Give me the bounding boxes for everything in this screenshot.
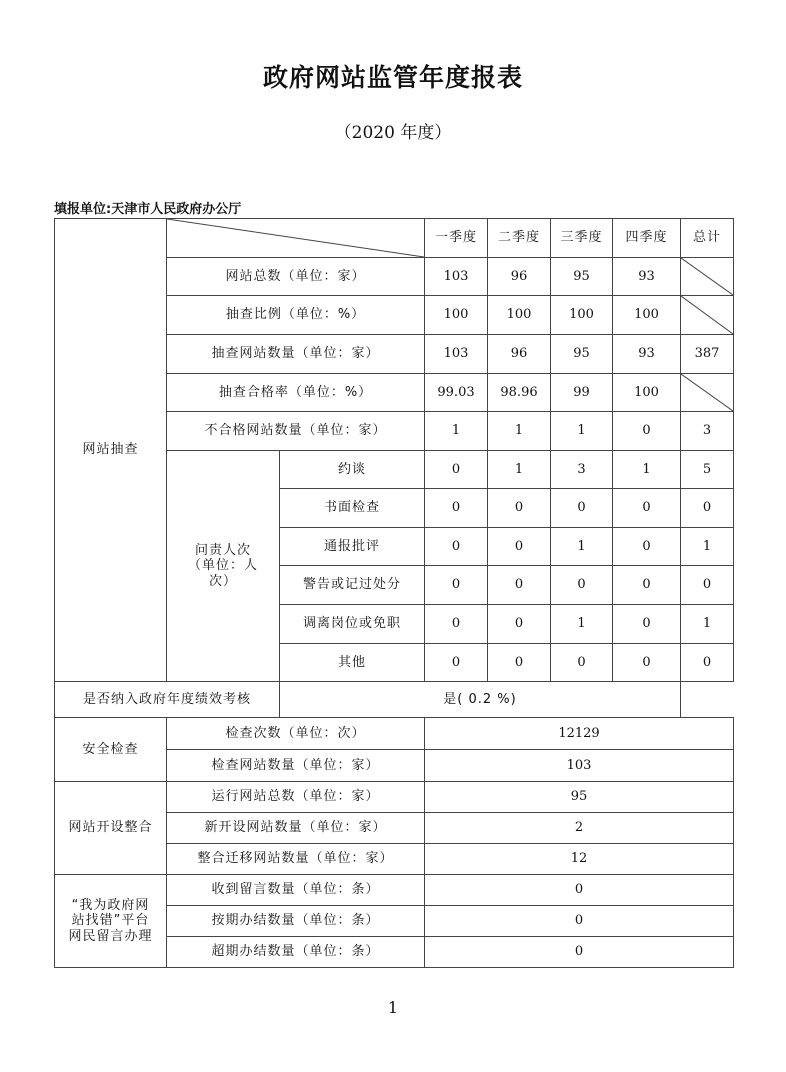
value-q2: 0 [488, 566, 551, 605]
accountability-label-line: 问责人次 [194, 542, 251, 558]
section-consolidation: 网站开设整合 [55, 782, 167, 875]
value-q3: 99 [551, 374, 613, 412]
row-value: 12129 [425, 718, 734, 750]
row-label: 运行网站总数（单位：家） [167, 782, 425, 813]
value-total: 0 [681, 644, 734, 682]
value-q2: 100 [488, 296, 551, 335]
column-header: 三季度 [551, 219, 613, 258]
section-label-line: 网民留言办理 [68, 928, 153, 944]
value-q1: 100 [425, 296, 488, 335]
value-q4: 0 [613, 605, 681, 644]
row-label: 整合迁移网站数量（单位：家） [167, 844, 425, 875]
row-label: 收到留言数量（单位：条） [167, 875, 425, 906]
value-q4: 0 [613, 566, 681, 605]
header-corner-cell [167, 219, 425, 258]
value-q2: 0 [488, 605, 551, 644]
value-q4: 0 [613, 528, 681, 566]
row-label: 抽查比例（单位：%） [167, 296, 425, 335]
section-label-line: “我为政府网 [71, 897, 150, 913]
value-q2: 0 [488, 489, 551, 528]
value-q1: 0 [425, 528, 488, 566]
value-total: 3 [681, 412, 734, 451]
row-value: 12 [425, 844, 734, 875]
row-label: 检查网站数量（单位：家） [167, 750, 425, 782]
row-label: 不合格网站数量（单位：家） [167, 412, 425, 451]
value-q1: 1 [425, 412, 488, 451]
row-label: 调离岗位或免职 [280, 605, 425, 644]
row-label: 通报批评 [280, 528, 425, 566]
column-header: 一季度 [425, 219, 488, 258]
value-q3: 1 [551, 528, 613, 566]
row-label: 超期办结数量（单位：条） [167, 937, 425, 968]
row-label: 检查次数（单位：次） [167, 718, 425, 750]
value-q2: 98.96 [488, 374, 551, 412]
row-label: 是否纳入政府年度绩效考核 [55, 682, 280, 718]
reporting-unit: 填报单位:天津市人民政府办公厅 [54, 202, 242, 217]
value-q1: 99.03 [425, 374, 488, 412]
accountability-label-line: 次） [208, 573, 237, 589]
value-q1: 0 [425, 451, 488, 489]
value-q4: 93 [613, 258, 681, 296]
accountability-label-line: （单位：人 [187, 558, 258, 574]
value-q3: 3 [551, 451, 613, 489]
diagonal-line [681, 374, 733, 411]
value-q1: 0 [425, 605, 488, 644]
value-total: 0 [681, 566, 734, 605]
report-year: （2020 年度） [334, 123, 452, 143]
value-q3: 0 [551, 566, 613, 605]
row-label: 抽查合格率（单位：%） [167, 374, 425, 412]
diagonal-line [681, 296, 733, 334]
value-q4: 0 [613, 489, 681, 528]
row-value: 103 [425, 750, 734, 782]
row-label: 网站总数（单位：家） [167, 258, 425, 296]
value-q2: 1 [488, 412, 551, 451]
diagonal-line [167, 219, 424, 257]
value-q4: 1 [613, 451, 681, 489]
row-label: 按期办结数量（单位：条） [167, 906, 425, 937]
value-q3: 0 [551, 644, 613, 682]
value-q4: 0 [613, 412, 681, 451]
value-q3: 95 [551, 335, 613, 374]
value-q2: 0 [488, 528, 551, 566]
value-q3: 95 [551, 258, 613, 296]
total-empty-cell [681, 258, 734, 296]
value-q3: 100 [551, 296, 613, 335]
table-row [55, 875, 734, 906]
value-q4: 93 [613, 335, 681, 374]
value-q2: 96 [488, 335, 551, 374]
section-error-reports [55, 875, 167, 968]
row-value: 0 [425, 875, 734, 906]
row-label: 新开设网站数量（单位：家） [167, 813, 425, 844]
total-empty-cell [681, 296, 734, 335]
row-value: 95 [425, 782, 734, 813]
value-total: 1 [681, 605, 734, 644]
row-label: 警告或记过处分 [280, 566, 425, 605]
value-q2: 96 [488, 258, 551, 296]
accountability-label [167, 451, 280, 682]
value-total: 387 [681, 335, 734, 374]
value-q4: 100 [613, 296, 681, 335]
table-row [55, 718, 734, 750]
value-q2: 0 [488, 644, 551, 682]
value-q1: 103 [425, 258, 488, 296]
value-q1: 0 [425, 566, 488, 605]
table-row [55, 682, 734, 718]
value-q4: 100 [613, 374, 681, 412]
value-q1: 0 [425, 644, 488, 682]
assessment-value: 是( 0.2 %) [280, 682, 681, 718]
row-value: 2 [425, 813, 734, 844]
row-value: 0 [425, 937, 734, 968]
total-empty-cell [681, 374, 734, 412]
row-label: 书面检查 [280, 489, 425, 528]
column-header: 二季度 [488, 219, 551, 258]
value-q3: 0 [551, 489, 613, 528]
value-total: 0 [681, 489, 734, 528]
diagonal-line [681, 258, 733, 295]
row-label: 抽查网站数量（单位：家） [167, 335, 425, 374]
value-total: 5 [681, 451, 734, 489]
header-row [55, 219, 734, 258]
report-table [54, 218, 734, 968]
row-label: 约谈 [280, 451, 425, 489]
page-number: 1 [387, 998, 399, 1017]
value-q4: 0 [613, 644, 681, 682]
section-security: 安全检查 [55, 718, 167, 782]
section-label-line: 站找错”平台 [71, 913, 150, 929]
value-total: 1 [681, 528, 734, 566]
value-q1: 0 [425, 489, 488, 528]
value-q2: 1 [488, 451, 551, 489]
column-header: 总计 [681, 219, 734, 258]
value-q1: 103 [425, 335, 488, 374]
column-header: 四季度 [613, 219, 681, 258]
value-q3: 1 [551, 412, 613, 451]
page-title: 政府网站监管年度报表 [262, 63, 523, 92]
row-value: 0 [425, 906, 734, 937]
section-spot-check: 网站抽查 [55, 219, 167, 682]
value-q3: 1 [551, 605, 613, 644]
table-row [55, 782, 734, 813]
row-label: 其他 [280, 644, 425, 682]
